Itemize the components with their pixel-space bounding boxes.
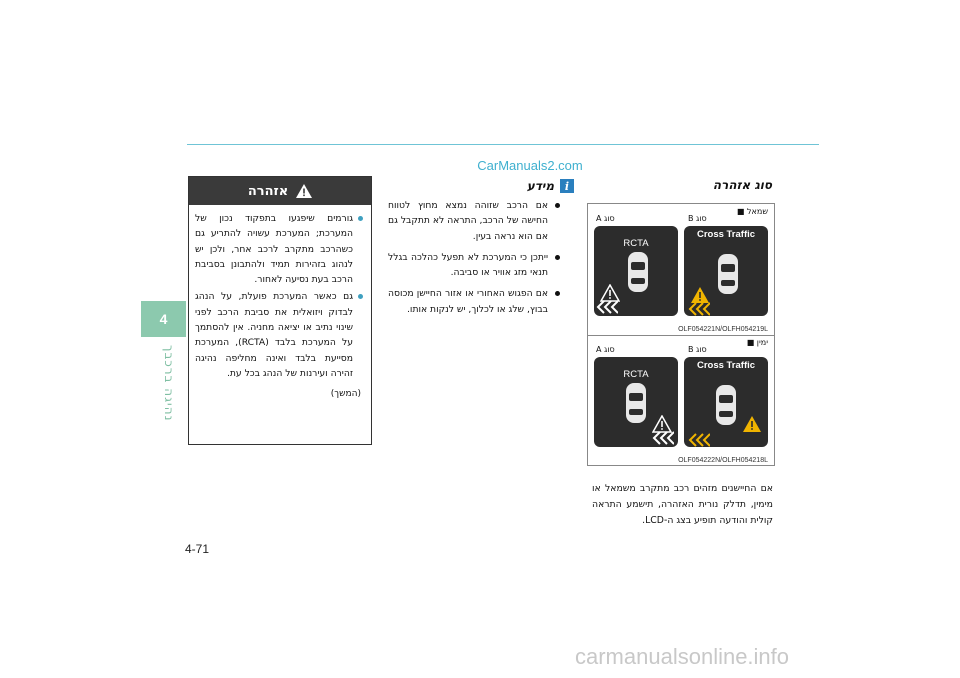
figure-caption: OLF054221N/OLFH054219L xyxy=(678,326,768,333)
cluster-screen-type-b xyxy=(684,357,768,447)
left-chevrons-icon xyxy=(596,300,618,314)
figure-row-right xyxy=(588,335,774,466)
figure-caption: OLF054222N/OLFH054218L xyxy=(678,457,768,464)
cluster-screen-type-a xyxy=(594,226,678,316)
row-side-label: ימין ■ xyxy=(746,338,768,347)
warning-title: אזהרה xyxy=(247,183,289,199)
warning-item: גם כאשר המערכת פועלת, על הנהג לבדוק ויזואלית את סביבת הרכב לפני שינוי נתיב או יציאה מחניה. אין להסתמך על המערכת בלבד (RCTA), המערכת מסייעת בלבד ואינה מחליפה נהיגה זהירה ועירנות של הנהג בכל עת. xyxy=(195,289,363,381)
left-chevrons-icon xyxy=(652,431,674,445)
section-title: סוג אזהרה xyxy=(712,178,772,192)
warning-list xyxy=(189,205,371,381)
left-chevrons-icon xyxy=(688,302,710,316)
info-item: ייתכן כי המערכת לא תפעל כהלכה בגלל תנאי מזג אוויר או סביבה. xyxy=(388,250,560,281)
row-side-label: שמאל ■ xyxy=(736,207,768,216)
warning-item: גורמים שיפגעו בתפקוד נכון של המערכת; המערכת עשויה להתריע גם כשהרכב מתקרב לרכב אחר, ולכן יש לנהוג בזהירות תמיד ולהתבונן בסביבת הרכב בעת נסיעה לאחור. xyxy=(195,211,363,287)
page-number: 4-71 xyxy=(185,542,210,556)
info-list xyxy=(388,198,560,323)
header-rule xyxy=(187,144,819,145)
cluster-screen-type-b xyxy=(684,226,768,316)
screen-title: RCTA xyxy=(623,238,649,249)
warning-box xyxy=(188,176,372,445)
screen-title: RCTA xyxy=(623,369,649,380)
warning-type-figure xyxy=(587,203,775,466)
screen-title: Cross Traffic xyxy=(696,360,756,371)
cluster-screen-type-a xyxy=(594,357,678,447)
type-b-label: סוג B xyxy=(688,214,707,223)
info-title: מידע xyxy=(526,179,554,193)
chapter-tab: 4 xyxy=(141,301,186,337)
warning-triangle-icon xyxy=(296,184,312,198)
figure-row-left xyxy=(588,204,774,336)
type-b-label: סוג B xyxy=(688,345,707,354)
alert-triangle-icon xyxy=(742,415,762,433)
type-a-label: סוג A xyxy=(596,345,615,354)
info-item: אם הרכב שזוהה נמצא מחוץ לטווח החישה של הרכב, התראה לא תתקבל גם אם הוא נראה בעין. xyxy=(388,198,560,244)
figure-description: אם החיישנים מזהים רכב מתקרב משמאל או מימין, תדלק נורית האזהרה, תישמע התראה קולית והודעה תופיע בצג ה-LCD. xyxy=(592,483,773,526)
warning-header xyxy=(189,177,371,205)
screen-title: Cross Traffic xyxy=(696,229,756,240)
site-watermark[interactable]: CarManuals2.com xyxy=(477,158,583,173)
info-header xyxy=(500,178,574,194)
chapter-title: נהיגה ברכבך xyxy=(162,345,176,422)
info-icon: i xyxy=(560,179,574,193)
left-chevrons-icon xyxy=(688,433,710,447)
type-a-label: סוג A xyxy=(596,214,615,223)
info-item: אם הפגוש האחורי או אזור החיישן מכוסה בבוץ, שלג או לכלוך, יש לנקות אותו. xyxy=(388,286,560,317)
footer-watermark: carmanualsonline.info xyxy=(575,644,790,669)
continued-label: (המשך) xyxy=(330,389,361,400)
